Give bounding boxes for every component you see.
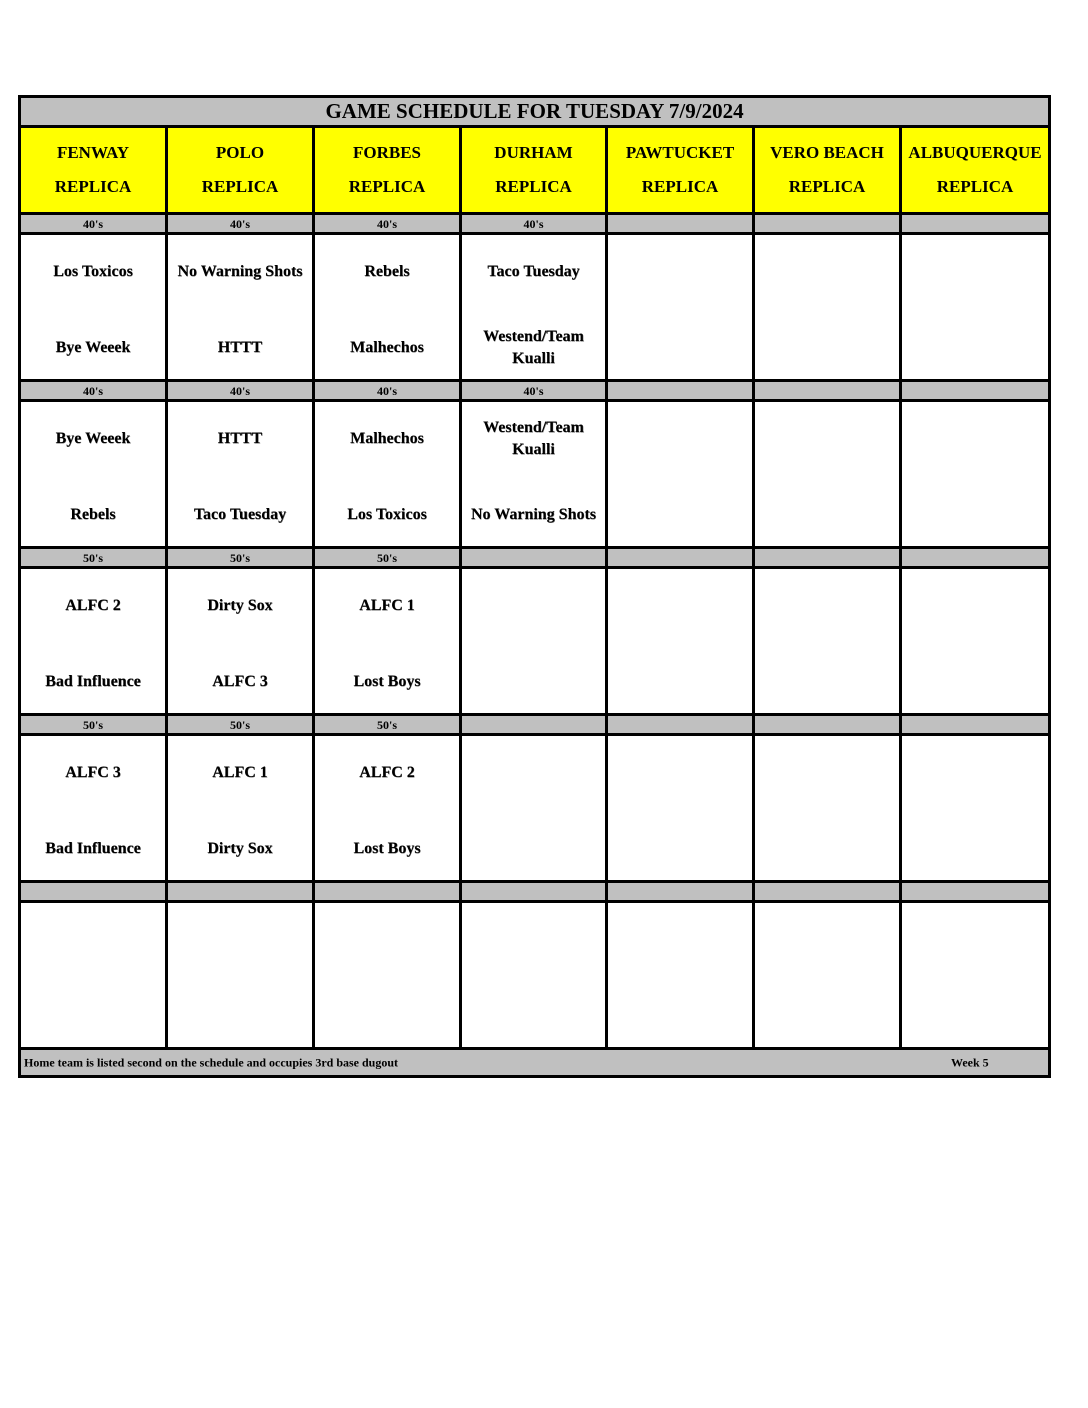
matchup bbox=[608, 402, 752, 546]
division-label bbox=[754, 214, 901, 234]
field-header bbox=[901, 127, 1050, 214]
matchup bbox=[902, 736, 1048, 880]
game-row bbox=[20, 735, 1050, 882]
division-label bbox=[314, 882, 461, 902]
game-cell bbox=[607, 568, 754, 715]
schedule-title: GAME SCHEDULE FOR TUESDAY 7/9/2024 bbox=[20, 97, 1050, 127]
away-team: Bye Weeek bbox=[55, 430, 131, 447]
field-name: POLO bbox=[215, 143, 265, 162]
division-label bbox=[607, 715, 754, 735]
division-label bbox=[167, 882, 314, 902]
game-row bbox=[20, 234, 1050, 381]
division-label: 40's bbox=[461, 381, 607, 401]
division-label bbox=[607, 214, 754, 234]
matchup bbox=[755, 402, 899, 546]
home-team: Rebels bbox=[70, 506, 116, 523]
game-cell bbox=[754, 902, 901, 1049]
game-row bbox=[20, 401, 1050, 548]
away-team: Dirty Sox bbox=[207, 597, 273, 614]
home-team: Lost Boys bbox=[353, 840, 421, 857]
field-name: DURHAM bbox=[494, 143, 573, 162]
matchup bbox=[902, 569, 1048, 713]
matchup bbox=[755, 736, 899, 880]
matchup bbox=[168, 736, 312, 880]
matchup bbox=[168, 903, 312, 1047]
field-subtitle: REPLICA bbox=[348, 177, 426, 196]
home-team: HTTT bbox=[217, 339, 263, 356]
game-cell bbox=[901, 902, 1050, 1049]
game-cell bbox=[754, 735, 901, 882]
field-subtitle: REPLICA bbox=[495, 177, 572, 196]
matchup bbox=[168, 235, 312, 379]
game-cell bbox=[314, 568, 461, 715]
division-label bbox=[461, 548, 607, 568]
division-label bbox=[607, 381, 754, 401]
field-header bbox=[167, 127, 314, 214]
division-label: 40's bbox=[20, 381, 167, 401]
matchup bbox=[462, 903, 605, 1047]
away-team: ALFC 3 bbox=[65, 764, 121, 781]
division-label: 50's bbox=[167, 548, 314, 568]
division-row bbox=[20, 214, 1050, 234]
game-cell bbox=[20, 902, 167, 1049]
game-cell bbox=[167, 902, 314, 1049]
division-label bbox=[901, 548, 1050, 568]
division-row bbox=[20, 715, 1050, 735]
matchup bbox=[21, 569, 165, 713]
division-label: 40's bbox=[314, 214, 461, 234]
division-label: 40's bbox=[461, 214, 607, 234]
away-team: ALFC 2 bbox=[359, 764, 415, 781]
division-row bbox=[20, 381, 1050, 401]
matchup bbox=[902, 235, 1048, 379]
division-label: 40's bbox=[167, 381, 314, 401]
home-team: ALFC 3 bbox=[212, 673, 268, 690]
division-label bbox=[20, 882, 167, 902]
home-team: Los Toxicos bbox=[347, 506, 427, 523]
field-name: ALBUQUERQUE bbox=[908, 143, 1042, 162]
field-header bbox=[314, 127, 461, 214]
division-label bbox=[754, 715, 901, 735]
matchup bbox=[315, 569, 459, 713]
division-label bbox=[461, 715, 607, 735]
division-row bbox=[20, 882, 1050, 902]
field-name: PAWTUCKET bbox=[625, 143, 735, 162]
field-header-row bbox=[20, 127, 1050, 214]
matchup bbox=[755, 903, 899, 1047]
footer-cell bbox=[20, 1049, 1050, 1077]
footer-row bbox=[20, 1049, 1050, 1077]
game-cell bbox=[20, 735, 167, 882]
field-subtitle: REPLICA bbox=[641, 177, 719, 196]
game-cell bbox=[314, 735, 461, 882]
game-cell bbox=[461, 234, 607, 381]
game-cell bbox=[167, 568, 314, 715]
game-cell bbox=[607, 401, 754, 548]
matchup bbox=[315, 736, 459, 880]
away-team: ALFC 1 bbox=[359, 597, 415, 614]
away-team: Rebels bbox=[364, 263, 410, 280]
home-team: Bad Influence bbox=[45, 840, 141, 857]
game-cell bbox=[20, 568, 167, 715]
division-label bbox=[901, 214, 1050, 234]
game-cell bbox=[20, 401, 167, 548]
game-cell bbox=[754, 401, 901, 548]
game-cell bbox=[754, 568, 901, 715]
field-subtitle: REPLICA bbox=[201, 177, 279, 196]
game-cell bbox=[461, 902, 607, 1049]
game-cell bbox=[167, 234, 314, 381]
game-cell bbox=[167, 401, 314, 548]
title-row bbox=[20, 97, 1050, 127]
game-cell bbox=[754, 234, 901, 381]
away-team: Taco Tuesday bbox=[487, 263, 580, 280]
matchup bbox=[462, 235, 605, 379]
division-label bbox=[901, 882, 1050, 902]
game-cell bbox=[901, 234, 1050, 381]
game-cell bbox=[901, 401, 1050, 548]
home-team: Malhechos bbox=[350, 339, 424, 356]
division-label: 50's bbox=[314, 548, 461, 568]
matchup bbox=[21, 402, 165, 546]
game-cell bbox=[314, 902, 461, 1049]
home-team: Taco Tuesday bbox=[193, 506, 287, 523]
matchup bbox=[902, 903, 1048, 1047]
game-cell bbox=[167, 735, 314, 882]
away-team: No Warning Shots bbox=[177, 263, 303, 280]
away-team: Malhechos bbox=[350, 430, 424, 447]
week-label: Week 5 bbox=[951, 1055, 989, 1069]
division-label bbox=[607, 548, 754, 568]
game-cell bbox=[607, 902, 754, 1049]
home-team: Westend/Team Kualli bbox=[483, 328, 584, 367]
home-team: Bye Weeek bbox=[55, 339, 131, 356]
division-row bbox=[20, 548, 1050, 568]
game-cell bbox=[314, 401, 461, 548]
field-name: FENWAY bbox=[56, 143, 130, 162]
home-team: Lost Boys bbox=[353, 673, 421, 690]
field-name: FORBES bbox=[352, 143, 422, 162]
away-team: ALFC 1 bbox=[212, 764, 268, 781]
matchup bbox=[608, 569, 752, 713]
division-label: 50's bbox=[167, 715, 314, 735]
matchup bbox=[755, 235, 899, 379]
field-subtitle: REPLICA bbox=[788, 177, 866, 196]
field-subtitle: REPLICA bbox=[54, 177, 132, 196]
field-header bbox=[461, 127, 607, 214]
schedule-table bbox=[18, 95, 1051, 1078]
home-team-note: Home team is listed second on the schedule and occupies 3rd base dugout bbox=[24, 1055, 399, 1069]
matchup bbox=[462, 402, 605, 546]
field-header bbox=[607, 127, 754, 214]
game-cell bbox=[461, 735, 607, 882]
matchup bbox=[315, 903, 459, 1047]
matchup bbox=[21, 235, 165, 379]
division-label bbox=[901, 381, 1050, 401]
division-label: 40's bbox=[20, 214, 167, 234]
game-cell bbox=[461, 568, 607, 715]
matchup bbox=[462, 569, 605, 713]
away-team: Los Toxicos bbox=[53, 263, 133, 280]
division-label bbox=[901, 715, 1050, 735]
game-cell bbox=[314, 234, 461, 381]
division-label: 50's bbox=[20, 715, 167, 735]
matchup bbox=[21, 903, 165, 1047]
division-label bbox=[607, 882, 754, 902]
division-label bbox=[461, 882, 607, 902]
matchup bbox=[755, 569, 899, 713]
division-label: 50's bbox=[20, 548, 167, 568]
game-row bbox=[20, 568, 1050, 715]
matchup bbox=[902, 402, 1048, 546]
field-header bbox=[20, 127, 167, 214]
matchup bbox=[21, 736, 165, 880]
game-cell bbox=[901, 735, 1050, 882]
matchup bbox=[315, 402, 459, 546]
home-team: Dirty Sox bbox=[207, 840, 273, 857]
matchup bbox=[608, 903, 752, 1047]
matchup bbox=[462, 736, 605, 880]
field-name: VERO BEACH bbox=[770, 143, 884, 162]
division-label: 50's bbox=[314, 715, 461, 735]
home-team: No Warning Shots bbox=[470, 506, 597, 523]
matchup bbox=[315, 235, 459, 379]
matchup bbox=[168, 402, 312, 546]
away-team: HTTT bbox=[217, 430, 263, 447]
game-cell bbox=[607, 234, 754, 381]
field-subtitle: REPLICA bbox=[936, 177, 1014, 196]
away-team: Westend/Team Kualli bbox=[483, 419, 584, 458]
matchup bbox=[608, 736, 752, 880]
division-label bbox=[754, 882, 901, 902]
game-cell bbox=[607, 735, 754, 882]
away-team: ALFC 2 bbox=[65, 597, 121, 614]
division-label: 40's bbox=[167, 214, 314, 234]
division-label bbox=[754, 548, 901, 568]
matchup bbox=[168, 569, 312, 713]
game-cell bbox=[901, 568, 1050, 715]
home-team: Bad Influence bbox=[45, 673, 141, 690]
division-label bbox=[754, 381, 901, 401]
game-row bbox=[20, 902, 1050, 1049]
field-header bbox=[754, 127, 901, 214]
division-label: 40's bbox=[314, 381, 461, 401]
game-cell bbox=[461, 401, 607, 548]
game-cell bbox=[20, 234, 167, 381]
matchup bbox=[608, 235, 752, 379]
